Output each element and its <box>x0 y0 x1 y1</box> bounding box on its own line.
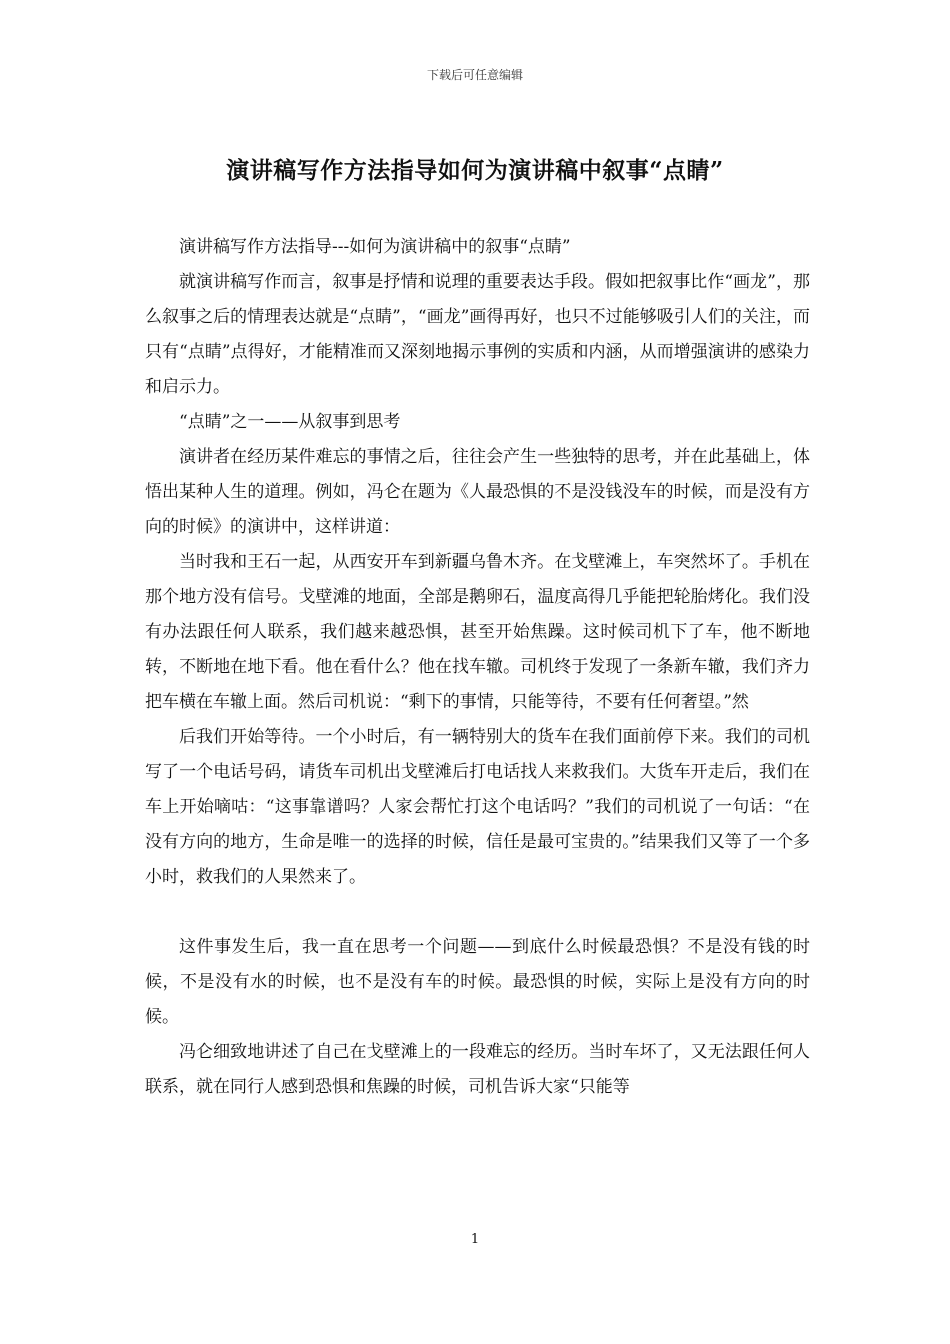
section-heading: “点睛”之一——从叙事到思考 <box>179 412 401 432</box>
paragraph-quote: 这件事发生后，我一直在思考一个问题——到底什么时候最恐惧？不是没有钱的时候，不是没有水的时候，也不是没有车的时候。最恐惧的时候，实际上是没有方向的时候。 <box>145 937 810 1027</box>
paragraph: 演讲者在经历某件难忘的事情之后，往往会产生一些独特的思考，并在此基础上，体悟出某种人生的道理。例如，冯仑在题为《人最恐惧的不是没钱没车的时候，而是没有方向的时候》的演讲中，这样讲道： <box>145 447 810 537</box>
paragraph-subtitle: 演讲稿写作方法指导---如何为演讲稿中的叙事“点睛” <box>179 237 571 257</box>
document-body <box>145 230 810 1105</box>
paragraph: 冯仑细致地讲述了自己在戈壁滩上的一段难忘的经历。当时车坏了，又无法跟任何人联系，就在同行人感到恐惧和焦躁的时候，司机告诉大家“只能等 <box>145 1042 810 1097</box>
page-number: 1 <box>470 1232 480 1247</box>
paragraph-quote: 后我们开始等待。一个小时后，有一辆特别大的货车在我们面前停下来。我们的司机写了一个电话号码，请货车司机出戈壁滩后打电话找人来救我们。大货车开走后，我们在车上开始嘀咕：“这事靠谱吗？人家会帮忙打这个电话吗？”我们的司机说了一句话：“在没有方向的地方，生命是唯一的选择的时候，信任是最可宝贵的。”结果我们又等了一个多小时，救我们的人果然来了。 <box>145 727 810 887</box>
paragraph: 就演讲稿写作而言，叙事是抒情和说理的重要表达手段。假如把叙事比作“画龙”，那么叙事之后的情理表达就是“点睛”，“画龙”画得再好，也只不过能够吸引人们的关注，而只有“点睛”点得好，才能精准而又深刻地揭示事例的实质和内涵，从而增强演讲的感染力和启示力。 <box>145 272 810 397</box>
document-title: 演讲稿写作方法指导如何为演讲稿中叙事“点睛” <box>226 157 724 184</box>
paragraph-quote: 当时我和王石一起，从西安开车到新疆乌鲁木齐。在戈壁滩上，车突然坏了。手机在那个地方没有信号。戈壁滩的地面，全部是鹅卵石，温度高得几乎能把轮胎烤化。我们没有办法跟任何人联系，我们越来越恐惧，甚至开始焦躁。这时候司机下了车，他不断地转，不断地在地下看。他在看什么？他在找车辙。司机终于发现了一条新车辙，我们齐力把车横在车辙上面。然后司机说：“剩下的事情，只能等待，不要有任何奢望。”然 <box>145 552 810 712</box>
header-note: 下载后可任意编辑 <box>426 68 523 82</box>
